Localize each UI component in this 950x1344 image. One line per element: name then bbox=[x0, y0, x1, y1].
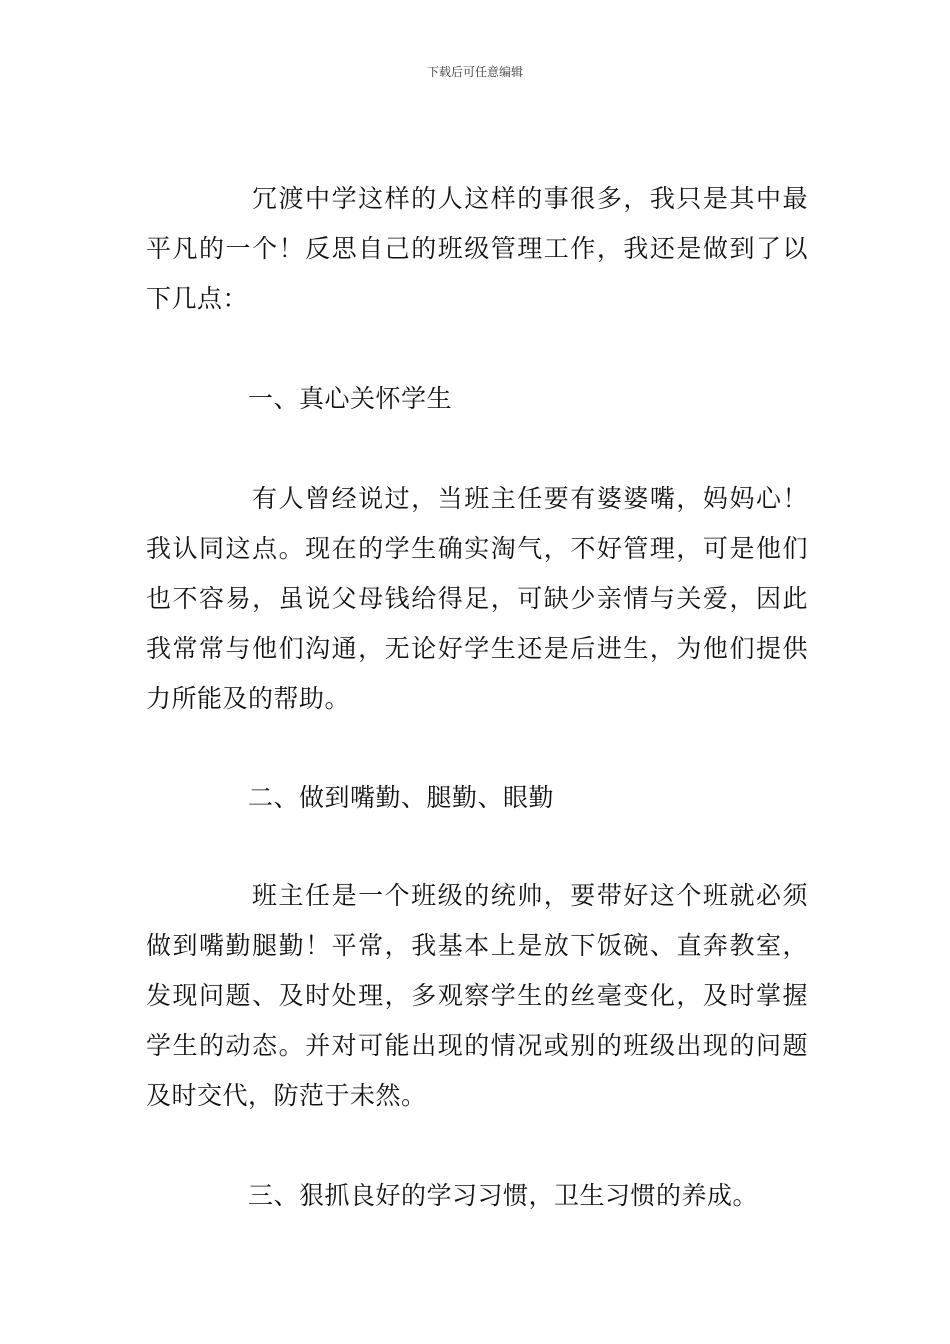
body-paragraph-2: 有人曾经说过，当班主任要有婆婆嘴，妈妈心！我认同这点。现在的学生确实淘气，不好管理，可是他们也不容易，虽说父母钱给得足，可缺少亲情与关爱，因此我常常与他们沟通，无论好学生还是后进生，为他们提供力所能及的帮助。 bbox=[146, 484, 808, 713]
page-header: 下载后可任意编辑 bbox=[426, 65, 523, 79]
body-paragraph-1: 冗渡中学这样的人这样的事很多，我只是其中最平凡的一个！反思自己的班级管理工作，我还是做到了以下几点： bbox=[146, 184, 808, 313]
section-heading-2: 二、做到嘴勤、腿勤、眼勤 bbox=[248, 783, 555, 812]
section-heading-1: 一、真心关怀学生 bbox=[248, 384, 453, 413]
section-heading-3: 三、狠抓良好的学习习惯，卫生习惯的养成。 bbox=[248, 1181, 759, 1210]
body-paragraph-3: 班主任是一个班级的统帅，要带好这个班就必须做到嘴勤腿勤！平常，我基本上是放下饭碗、直奔教室，发现问题、及时处理，多观察学生的丝毫变化，及时掌握学生的动态。并对可能出现的情况或别的班级出现的问题及时交代，防范于未然。 bbox=[146, 881, 808, 1110]
